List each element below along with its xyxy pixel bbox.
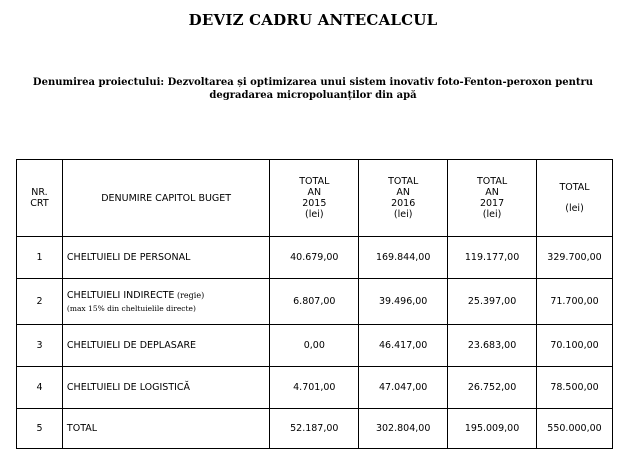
cell-2016: 302.804,00	[359, 409, 448, 449]
table-row	[17, 325, 613, 367]
budget-table	[16, 159, 613, 449]
cell-total: 329.700,00	[537, 237, 613, 279]
cell-total: 550.000,00	[537, 409, 613, 449]
cell-2017: 23.683,00	[448, 325, 537, 367]
chapter-name-suffix: (regie)	[174, 290, 205, 300]
table-row	[17, 279, 613, 325]
cell-2017: 25.397,00	[448, 279, 537, 325]
chapter-name-text: CHELTUIELI INDIRECTE	[66, 289, 175, 301]
cell-chapter-name: TOTAL	[62, 409, 269, 449]
header-total-2016: TOTAL AN 2016 (lei)	[359, 160, 448, 237]
cell-2016: 169.844,00	[359, 237, 448, 279]
table-row	[17, 237, 613, 279]
project-name	[20, 76, 606, 102]
cell-2017: 195.009,00	[448, 409, 537, 449]
cell-chapter-name: CHELTUIELI DE DEPLASARE	[62, 325, 269, 367]
project-name-line-1: Denumirea proiectului: Dezvoltarea și optimizarea unui sistem inovativ foto-Fenton-peroxon pentru	[32, 77, 594, 88]
cell-2015: 4.701,00	[270, 367, 359, 409]
cell-total: 71.700,00	[537, 279, 613, 325]
cell-2015: 40.679,00	[270, 237, 359, 279]
cell-2015: 0,00	[270, 325, 359, 367]
table-row-total	[17, 409, 613, 449]
cell-nr: 3	[17, 325, 63, 367]
cell-chapter-name: CHELTUIELI DE PERSONAL	[62, 237, 269, 279]
table-header-row	[17, 160, 613, 237]
project-name-line-2: degradarea micropoluanților din apă	[209, 90, 417, 101]
cell-2015: 6.807,00	[270, 279, 359, 325]
cell-2017: 119.177,00	[448, 237, 537, 279]
cell-nr: 1	[17, 237, 63, 279]
header-total: TOTAL (lei)	[537, 160, 613, 237]
cell-2017: 26.752,00	[448, 367, 537, 409]
cell-2016: 46.417,00	[359, 325, 448, 367]
header-nr-crt: NR. CRT	[17, 160, 63, 237]
header-total-2017: TOTAL AN 2017 (lei)	[448, 160, 537, 237]
document-title: DEVIZ CADRU ANTECALCUL	[188, 11, 438, 29]
cell-total: 70.100,00	[537, 325, 613, 367]
cell-nr: 2	[17, 279, 63, 325]
cell-chapter-name	[62, 279, 269, 325]
cell-2016: 47.047,00	[359, 367, 448, 409]
cell-chapter-name: CHELTUIELI DE LOGISTICĂ	[62, 367, 269, 409]
cell-nr: 4	[17, 367, 63, 409]
cell-2015: 52.187,00	[270, 409, 359, 449]
table-row	[17, 367, 613, 409]
header-total-2015: TOTAL AN 2015 (lei)	[270, 160, 359, 237]
header-chapter-name: DENUMIRE CAPITOL BUGET	[62, 160, 269, 237]
cell-2016: 39.496,00	[359, 279, 448, 325]
cell-nr: 5	[17, 409, 63, 449]
cell-total: 78.500,00	[537, 367, 613, 409]
chapter-name-note: (max 15% din cheltuielile directe)	[66, 303, 196, 313]
